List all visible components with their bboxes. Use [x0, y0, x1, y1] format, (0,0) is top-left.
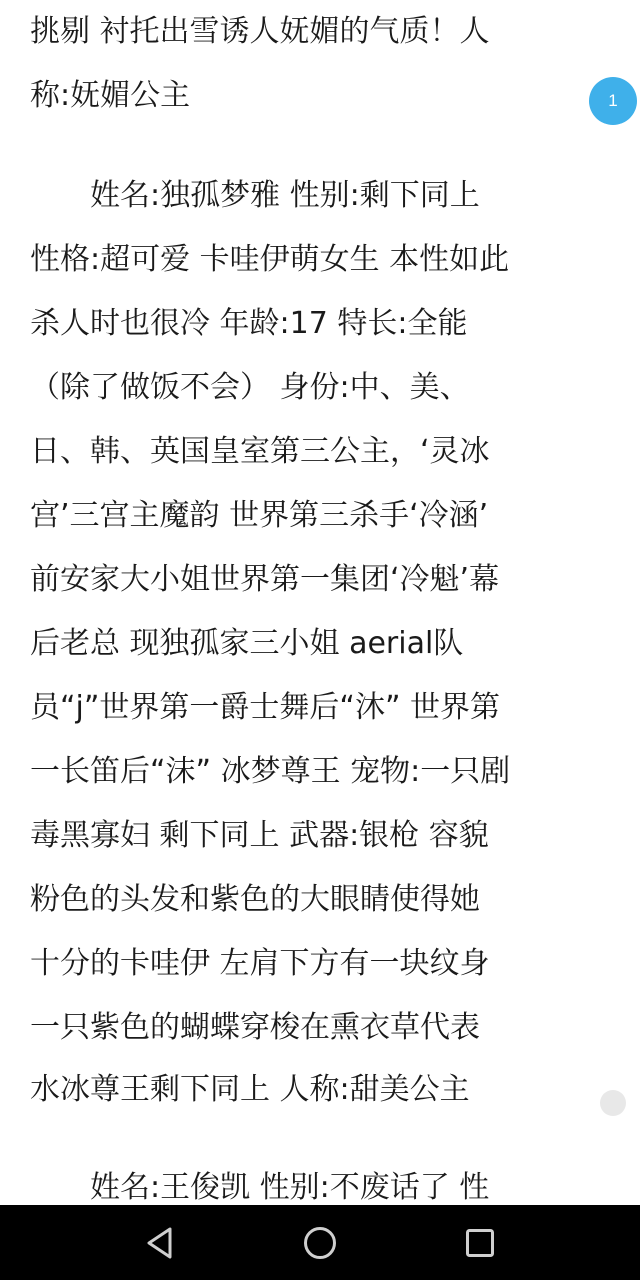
text-line: 员“j”世界第一爵士舞后“沐” 世界第: [30, 690, 501, 725]
text-line: 日、韩、英国皇室第三公主，‘灵冰: [30, 434, 490, 469]
text-line: 一只紫色的蝴蝶穿梭在熏衣草代表: [30, 1010, 480, 1045]
text-line: （除了做饭不会） 身份:中、美、: [30, 370, 470, 405]
text-line: 毒黑寡妇 剩下同上 武器:银枪 容貌: [30, 818, 489, 853]
scroll-indicator[interactable]: [600, 1090, 626, 1116]
text-line: 称:妩媚公主: [30, 78, 191, 113]
back-button[interactable]: [138, 1221, 182, 1265]
text-line: 后老总 现独孤家三小姐 aerial队: [30, 626, 464, 661]
text-line: 杀人时也很冷 年龄:17 特长:全能: [30, 306, 468, 341]
system-navigation-bar: [0, 1205, 640, 1280]
text-line: 粉色的头发和紫色的大眼睛使得她: [30, 882, 480, 917]
square-recents-icon: [464, 1227, 496, 1259]
recents-button[interactable]: [458, 1221, 502, 1265]
text-line: 十分的卡哇伊 左肩下方有一块纹身: [30, 946, 490, 981]
text-line: 性格:超可爱 卡哇伊萌女生 本性如此: [30, 242, 510, 277]
text-line: 挑剔 衬托出雪诱人妩媚的气质！人: [30, 14, 490, 49]
home-button[interactable]: [298, 1221, 342, 1265]
text-line: 姓名:王俊凯 性别:不废话了 性: [30, 1170, 490, 1205]
triangle-back-icon: [144, 1226, 176, 1260]
text-line: 一长笛后“沫” 冰梦尊王 宠物:一只剧: [30, 754, 511, 789]
circle-home-icon: [302, 1225, 338, 1261]
text-line: 水冰尊王剩下同上 人称:甜美公主: [30, 1072, 470, 1107]
comment-count-badge[interactable]: 1: [589, 77, 637, 125]
text-line: 宫’三宫主魔韵 世界第三杀手‘冷涵’: [30, 498, 489, 533]
text-line: 姓名:独孤梦雅 性别:剩下同上: [30, 178, 480, 213]
text-line: 前安家大小姐世界第一集团‘冷魁’幕: [30, 562, 500, 597]
